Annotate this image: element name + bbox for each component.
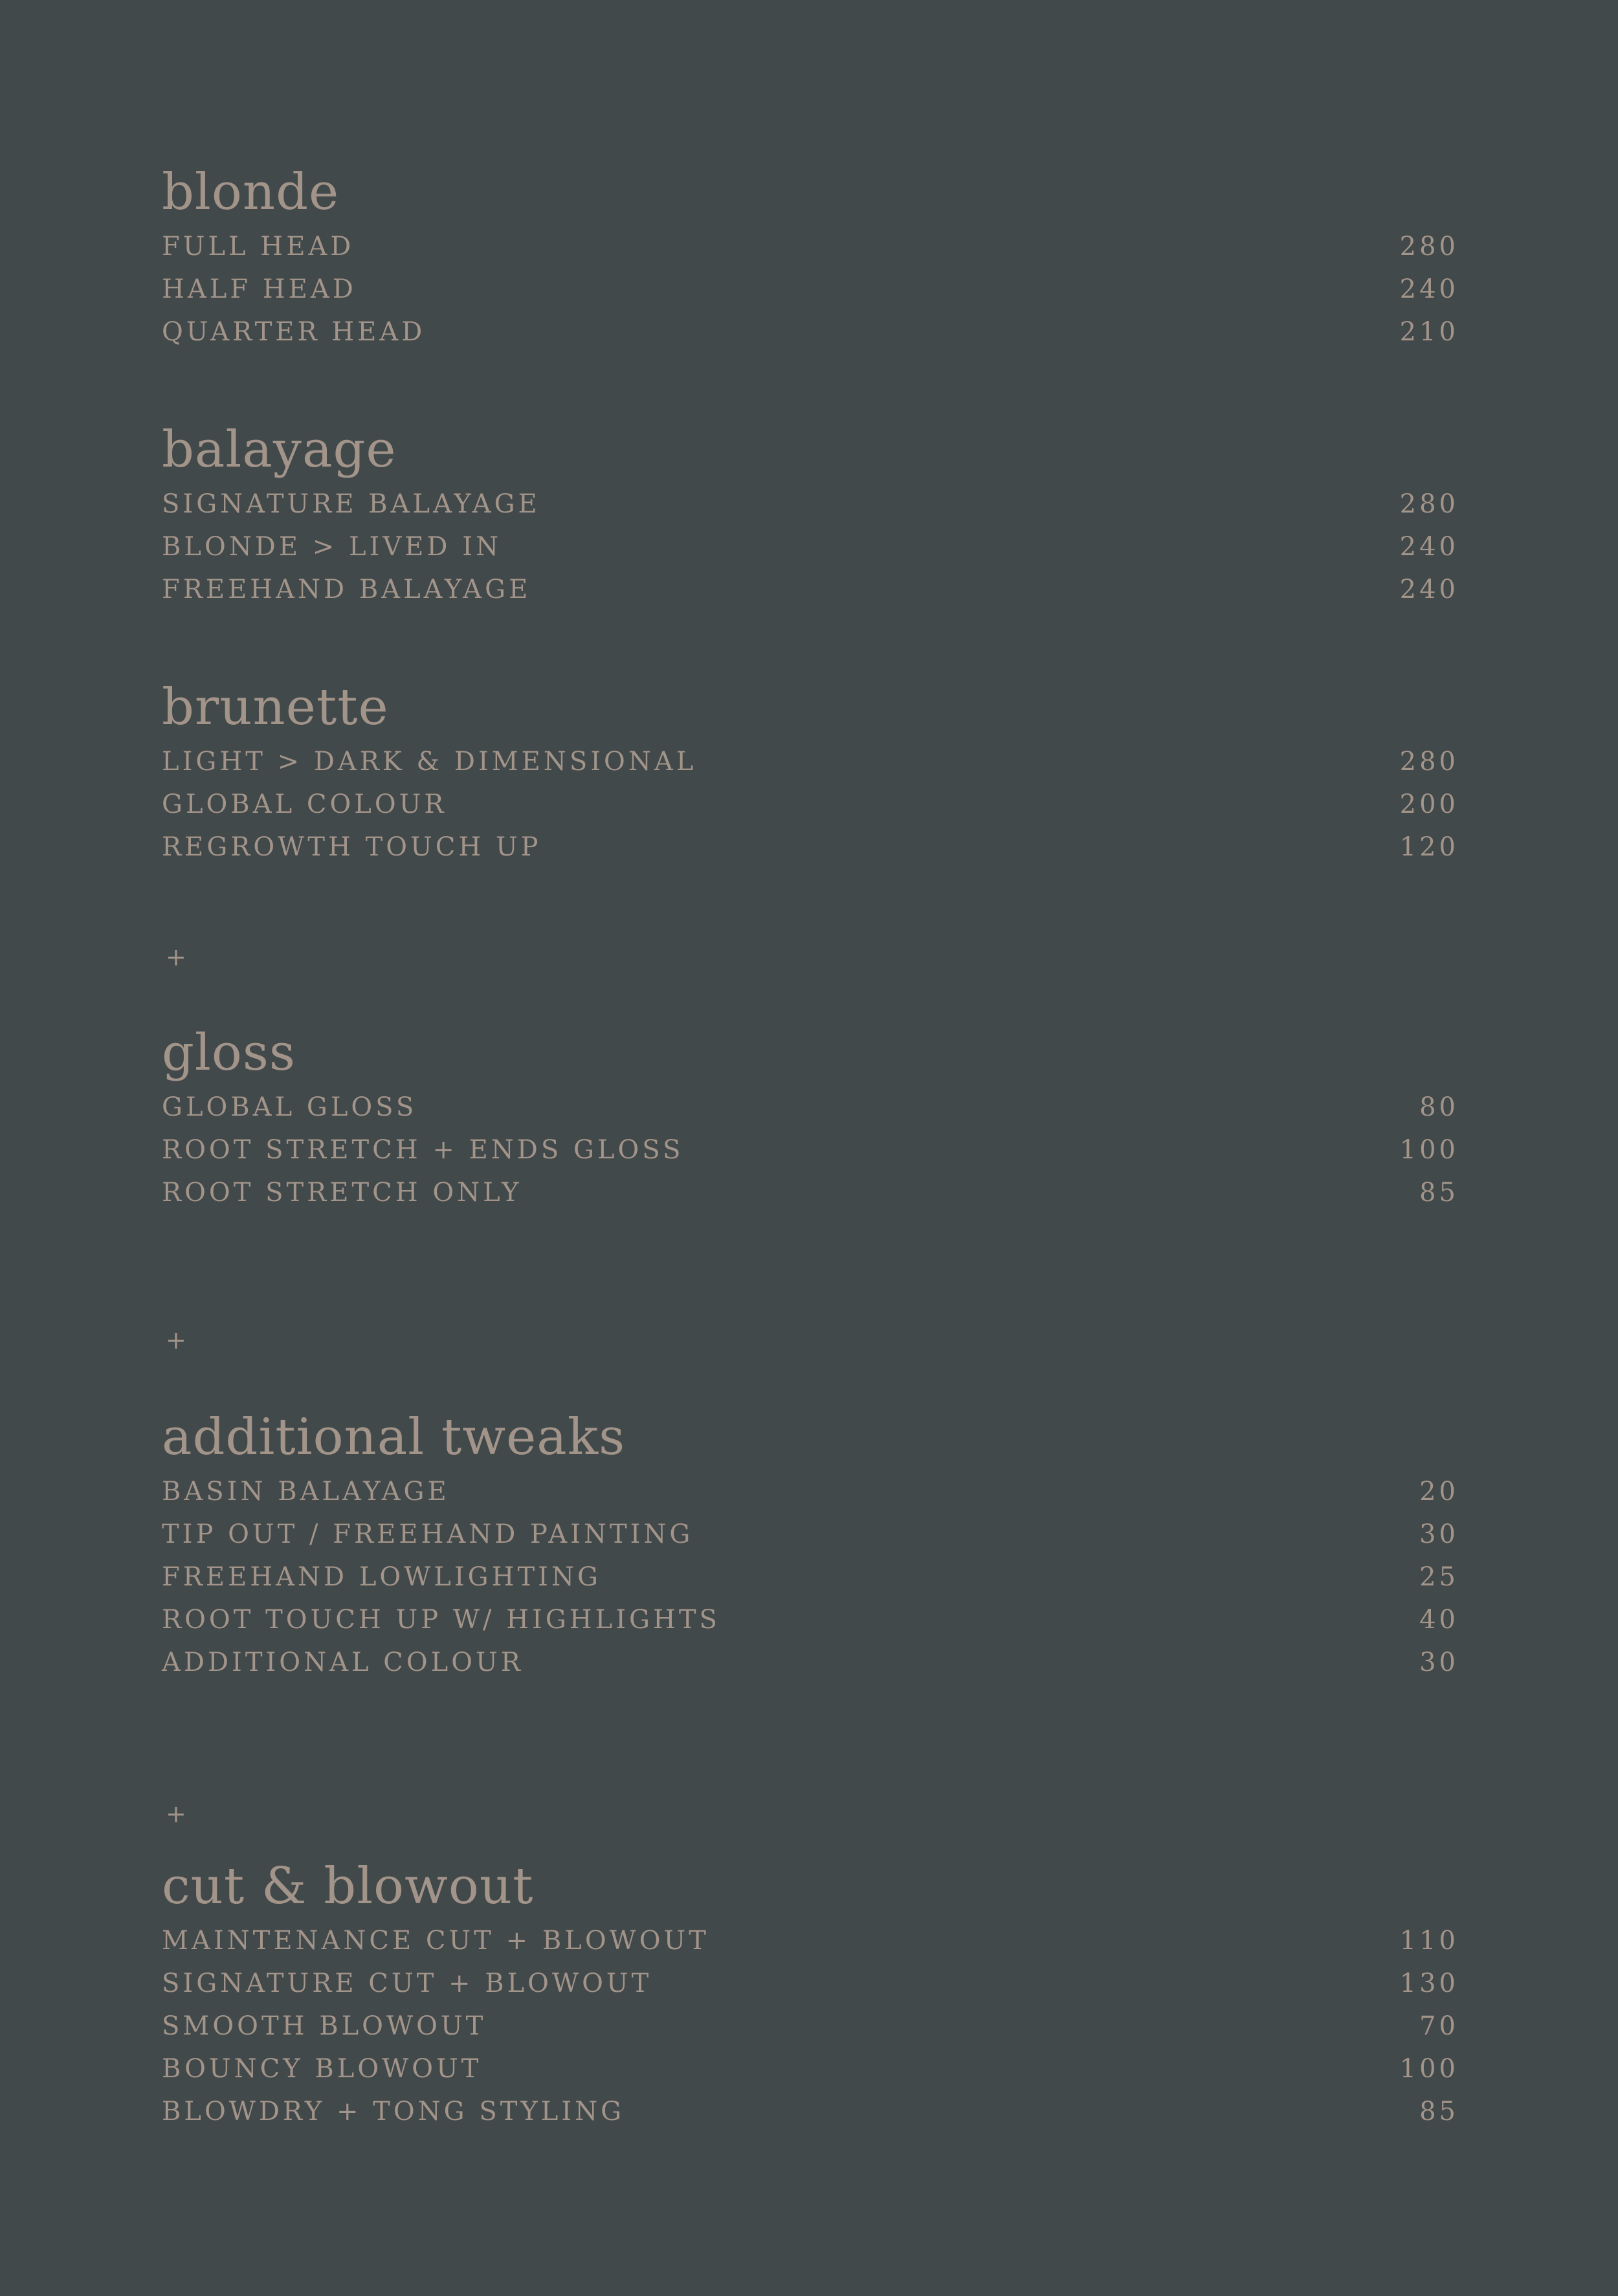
item-name: ROOT STRETCH ONLY	[162, 1178, 522, 1208]
item-name: QUARTER HEAD	[162, 317, 426, 347]
item-price: 100	[1399, 1135, 1459, 1165]
item-name: BLONDE > LIVED IN	[162, 532, 502, 562]
menu-item	[162, 274, 1459, 317]
item-price: 70	[1419, 2011, 1459, 2041]
item-price: 240	[1399, 532, 1459, 562]
item-name: BASIN BALAYAGE	[162, 1477, 450, 1507]
item-price: 280	[1399, 489, 1459, 519]
item-price: 240	[1399, 274, 1459, 304]
item-name: GLOBAL COLOUR	[162, 789, 447, 819]
section-balayage	[162, 421, 1459, 617]
item-name: MAINTENANCE CUT + BLOWOUT	[162, 1926, 709, 1956]
item-price: 30	[1419, 1519, 1459, 1549]
section-title: balayage	[162, 421, 397, 479]
section-gloss	[162, 1024, 1459, 1220]
section-cut-blowout	[162, 1857, 1459, 2139]
item-name: FREEHAND BALAYAGE	[162, 575, 531, 604]
item-name: SIGNATURE CUT + BLOWOUT	[162, 1969, 652, 1998]
separator-plus: +	[166, 943, 186, 971]
item-price: 85	[1419, 2097, 1459, 2126]
menu-item	[162, 1178, 1459, 1220]
item-price: 210	[1399, 317, 1459, 347]
item-name: BLOWDRY + TONG STYLING	[162, 2097, 625, 2126]
menu-item	[162, 532, 1459, 575]
item-name: BOUNCY BLOWOUT	[162, 2054, 482, 2084]
item-price: 85	[1419, 1178, 1459, 1208]
item-name: SMOOTH BLOWOUT	[162, 2011, 487, 2041]
section-title: gloss	[162, 1024, 296, 1082]
item-name: HALF HEAD	[162, 274, 357, 304]
item-price: 80	[1419, 1092, 1459, 1122]
item-name: ROOT STRETCH + ENDS GLOSS	[162, 1135, 684, 1165]
menu-item	[162, 832, 1459, 875]
menu-item	[162, 1135, 1459, 1178]
section-title: cut & blowout	[162, 1857, 534, 1915]
menu-item	[162, 1969, 1459, 2011]
menu-item	[162, 489, 1459, 532]
menu-item	[162, 789, 1459, 832]
item-price: 20	[1419, 1477, 1459, 1507]
item-name: ADDITIONAL COLOUR	[162, 1648, 524, 1677]
menu-item	[162, 2011, 1459, 2054]
item-price: 130	[1399, 1969, 1459, 1998]
item-name: LIGHT > DARK & DIMENSIONAL	[162, 747, 697, 777]
menu-item	[162, 1477, 1459, 1519]
menu-item	[162, 2054, 1459, 2097]
item-price: 110	[1399, 1926, 1459, 1956]
item-price: 240	[1399, 575, 1459, 604]
menu-item	[162, 1562, 1459, 1605]
item-price: 120	[1399, 832, 1459, 862]
menu-item	[162, 1092, 1459, 1135]
menu-item	[162, 1648, 1459, 1690]
item-name: FREEHAND LOWLIGHTING	[162, 1562, 601, 1592]
menu-item	[162, 1926, 1459, 1969]
item-name: GLOBAL GLOSS	[162, 1092, 417, 1122]
menu-item	[162, 575, 1459, 617]
separator-plus: +	[166, 1326, 186, 1354]
menu-item	[162, 317, 1459, 360]
item-name: FULL HEAD	[162, 232, 355, 261]
section-title: additional tweaks	[162, 1408, 626, 1466]
item-price: 200	[1399, 789, 1459, 819]
section-title: brunette	[162, 678, 389, 736]
section-title: blonde	[162, 163, 340, 221]
item-price: 280	[1399, 747, 1459, 777]
item-price: 280	[1399, 232, 1459, 261]
item-name: SIGNATURE BALAYAGE	[162, 489, 540, 519]
section-brunette	[162, 678, 1459, 875]
separator-plus: +	[166, 1800, 186, 1828]
item-name: REGROWTH TOUCH UP	[162, 832, 542, 862]
item-price: 100	[1399, 2054, 1459, 2084]
menu-item	[162, 747, 1459, 789]
item-name: ROOT TOUCH UP W/ HIGHLIGHTS	[162, 1605, 720, 1635]
menu-item	[162, 1605, 1459, 1648]
menu-item	[162, 232, 1459, 274]
menu-item	[162, 2097, 1459, 2139]
section-blonde	[162, 163, 1459, 360]
item-price: 30	[1419, 1648, 1459, 1677]
item-price: 25	[1419, 1562, 1459, 1592]
section-additional-tweaks	[162, 1408, 1459, 1690]
item-price: 40	[1419, 1605, 1459, 1635]
menu-item	[162, 1519, 1459, 1562]
item-name: TIP OUT / FREEHAND PAINTING	[162, 1519, 694, 1549]
